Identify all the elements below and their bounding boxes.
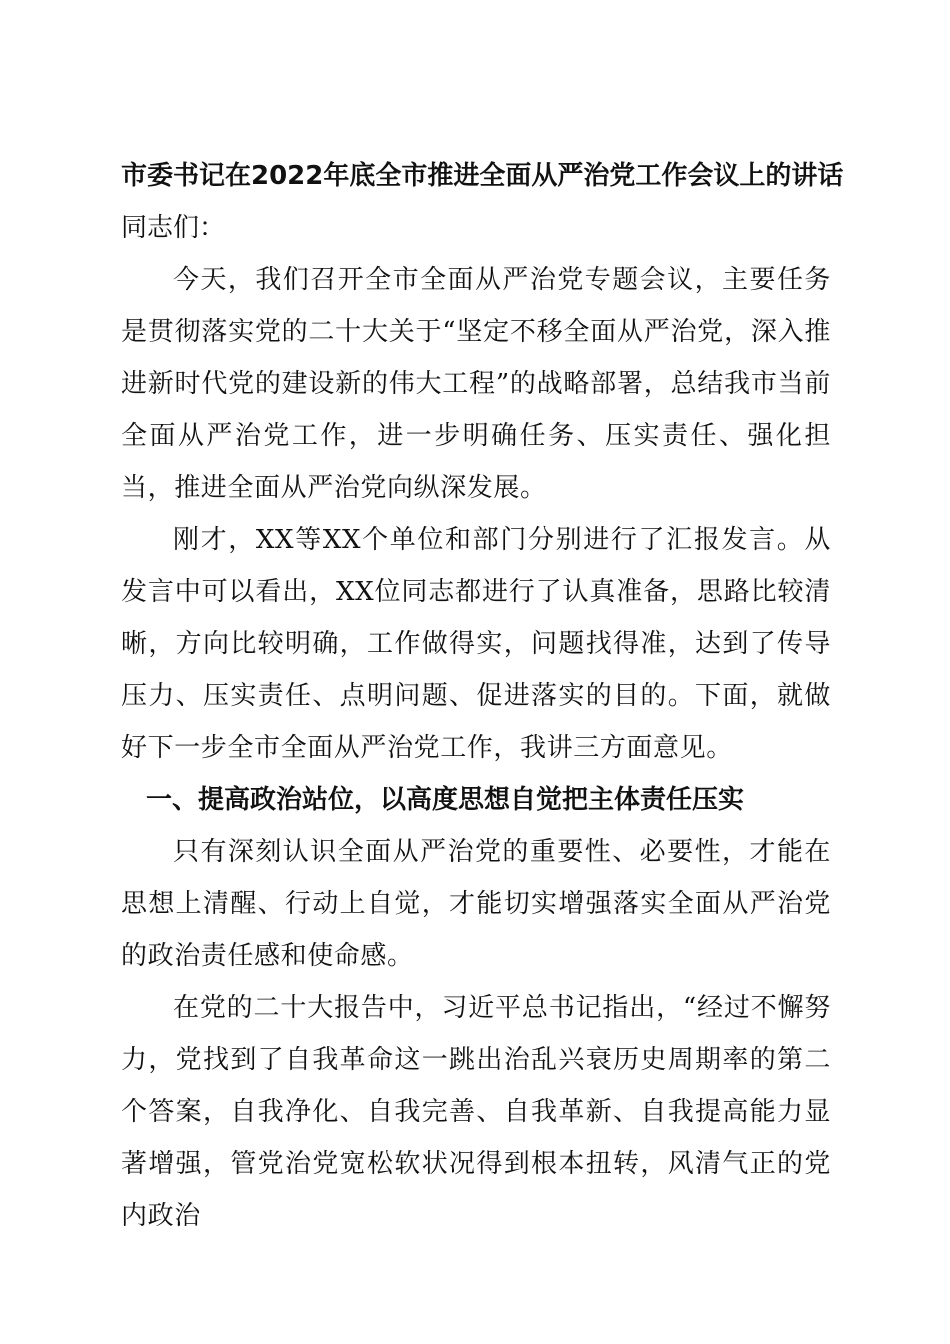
- paragraph-opening: 今天，我们召开全市全面从严治党专题会议，主要任务是贯彻落实党的二十大关于“坚定不移全面从严治党，深入推进新时代党的建设新的伟大工程”的战略部署，总结我市当前全面从严治党工作，进一步明确任务、压实责任、强化担当，推进全面从严治党向纵深发展。: [121, 265, 831, 503]
- document-body: [121, 150, 844, 1242]
- paragraph-section1-quote: 在党的二十大报告中，习近平总书记指出，“经过不懈努力，党找到了自我革命这一跳出治乱兴衰历史周期率的第二个答案，自我净化、自我完善、自我革新、自我提高能力显著增强，管党治党宽松软状况得到根本扭转，风清气正的党内政治: [121, 993, 831, 1231]
- salutation: 同志们：: [121, 213, 226, 243]
- paragraph-section1-intro: 只有深刻认识全面从严治党的重要性、必要性，才能在思想上清醒、行动上自觉，才能切实增强落实全面从严治党的政治责任感和使命感。: [121, 837, 831, 971]
- paragraph-reports: 刚才，XX等XX个单位和部门分别进行了汇报发言。从发言中可以看出，XX位同志都进行了认真准备，思路比较清晰，方向比较明确，工作做得实，问题找得准，达到了传导压力、压实责任、点明问题、促进落实的目的。下面，就做好下一步全市全面从严治党工作，我讲三方面意见。: [121, 525, 831, 763]
- document-title: 市委书记在2022年底全市推进全面从严治党工作会议上的讲话: [121, 161, 844, 191]
- section-heading-1: 一、提高政治站位，以高度思想自觉把主体责任压实: [146, 785, 745, 815]
